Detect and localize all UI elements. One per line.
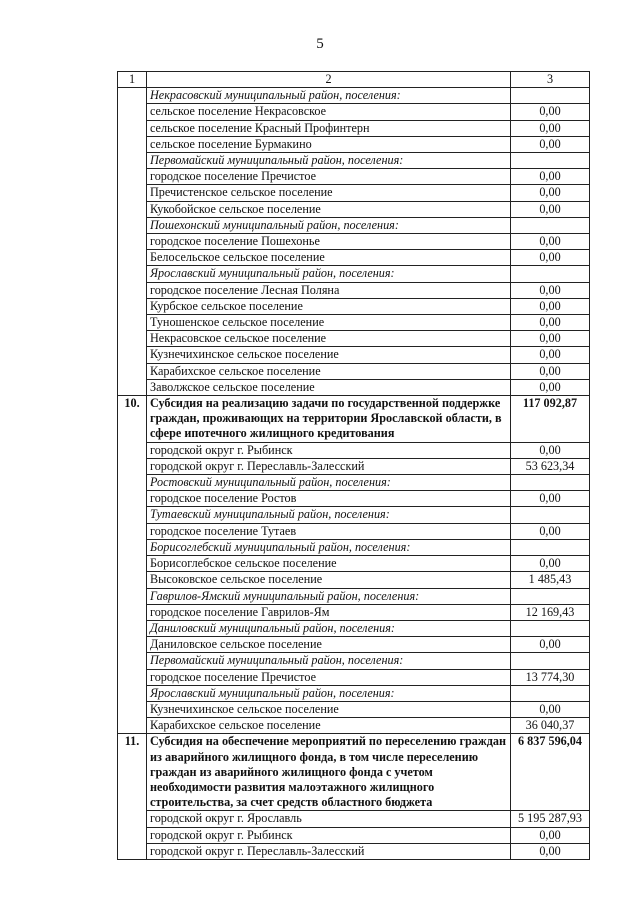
row-number [118,185,147,201]
section-total: 6 837 596,04 [511,734,590,811]
row-number [118,827,147,843]
table-row [118,637,590,653]
amount-value: 0,00 [511,104,590,120]
amount-value: 0,00 [511,843,590,859]
settlement-name: городской округ г. Рыбинск [147,442,511,458]
row-number [118,315,147,331]
table-row [118,669,590,685]
amount-value [511,153,590,169]
table-row [118,169,590,185]
table-row [118,827,590,843]
row-number [118,266,147,282]
row-number [118,169,147,185]
district-row [118,217,590,233]
table-row [118,718,590,734]
settlement-name: городской округ г. Рыбинск [147,827,511,843]
amount-value: 0,00 [511,347,590,363]
row-number [118,507,147,523]
amount-value: 0,00 [511,185,590,201]
district-name: Ярославский муниципальный район, поселения: [147,685,511,701]
amount-value [511,620,590,636]
table-row [118,572,590,588]
settlement-name: городское поселение Тутаев [147,523,511,539]
section-row [118,396,590,443]
header-col-3: 3 [511,72,590,88]
row-number [118,811,147,827]
row-number [118,669,147,685]
district-row [118,475,590,491]
settlement-name: Кузнечихинское сельское поселение [147,347,511,363]
settlement-name: городское поселение Ростов [147,491,511,507]
settlement-name: Борисоглебское сельское поселение [147,556,511,572]
row-number [118,379,147,395]
amount-value: 0,00 [511,379,590,395]
row-number: 10. [118,396,147,443]
district-row [118,88,590,104]
table-row [118,250,590,266]
settlement-name: городское поселение Пречистое [147,169,511,185]
settlement-name: городское поселение Пошехонье [147,234,511,250]
table-row [118,347,590,363]
settlement-name: Заволжское сельское поселение [147,379,511,395]
amount-value: 0,00 [511,250,590,266]
amount-value: 0,00 [511,491,590,507]
amount-value [511,685,590,701]
table-row [118,556,590,572]
amount-value: 0,00 [511,298,590,314]
table-row [118,331,590,347]
amount-value: 13 774,30 [511,669,590,685]
district-name: Первомайский муниципальный район, поселения: [147,653,511,669]
subsidy-table [117,71,590,860]
row-number [118,653,147,669]
amount-value: 36 040,37 [511,718,590,734]
row-number [118,442,147,458]
table-row [118,363,590,379]
row-number [118,104,147,120]
row-number [118,556,147,572]
table-row [118,201,590,217]
row-number [118,363,147,379]
settlement-name: городской округ г. Ярославль [147,811,511,827]
amount-value: 0,00 [511,637,590,653]
amount-value [511,653,590,669]
amount-value: 5 195 287,93 [511,811,590,827]
settlement-name: городской округ г. Переславль-Залесский [147,843,511,859]
district-row [118,539,590,555]
table-row [118,701,590,717]
district-row [118,266,590,282]
amount-value: 0,00 [511,136,590,152]
section-title: Субсидия на обеспечение мероприятий по переселению граждан из аварийного жилищного фонда, в том числе переселению граждан из аварийного жилищного фонда с учетом необходимости развития малоэтажного жилищного строительства, за счет средств областного бюджета [147,734,511,811]
settlement-name: городское поселение Пречистое [147,669,511,685]
district-row [118,153,590,169]
row-number [118,347,147,363]
row-number [118,153,147,169]
row-number [118,620,147,636]
row-number [118,604,147,620]
settlement-name: Некрасовское сельское поселение [147,331,511,347]
table-row [118,811,590,827]
section-row [118,734,590,811]
row-number [118,458,147,474]
row-number [118,217,147,233]
table-row [118,442,590,458]
header-col-1: 1 [118,72,147,88]
district-row [118,685,590,701]
amount-value: 0,00 [511,442,590,458]
settlement-name: городское поселение Лесная Поляна [147,282,511,298]
table-row [118,136,590,152]
table-body [118,72,590,860]
amount-value: 0,00 [511,523,590,539]
row-number [118,201,147,217]
row-number [118,491,147,507]
table-row [118,491,590,507]
row-number [118,843,147,859]
amount-value [511,266,590,282]
settlement-name: Даниловское сельское поселение [147,637,511,653]
row-number [118,637,147,653]
row-number [118,282,147,298]
row-number [118,234,147,250]
district-name: Первомайский муниципальный район, поселения: [147,153,511,169]
settlement-name: сельское поселение Некрасовское [147,104,511,120]
table-row [118,120,590,136]
settlement-name: городское поселение Гаврилов-Ям [147,604,511,620]
settlement-name: Высоковское сельское поселение [147,572,511,588]
amount-value: 0,00 [511,331,590,347]
district-name: Ярославский муниципальный район, поселения: [147,266,511,282]
settlement-name: сельское поселение Бурмакино [147,136,511,152]
amount-value: 0,00 [511,363,590,379]
header-col-2: 2 [147,72,511,88]
settlement-name: городской округ г. Переславль-Залесский [147,458,511,474]
row-number [118,701,147,717]
table-row [118,104,590,120]
section-total: 117 092,87 [511,396,590,443]
table-row [118,185,590,201]
settlement-name: Туношенское сельское поселение [147,315,511,331]
amount-value: 53 623,34 [511,458,590,474]
row-number [118,572,147,588]
row-number [118,588,147,604]
amount-value: 0,00 [511,120,590,136]
table-row [118,282,590,298]
district-name: Пошехонский муниципальный район, поселения: [147,217,511,233]
amount-value: 0,00 [511,827,590,843]
amount-value: 0,00 [511,169,590,185]
district-name: Некрасовский муниципальный район, поселения: [147,88,511,104]
row-number [118,298,147,314]
table-row [118,604,590,620]
row-number [118,718,147,734]
table-row [118,234,590,250]
amount-value [511,588,590,604]
table-header-row [118,72,590,88]
amount-value: 0,00 [511,701,590,717]
settlement-name: Карабихское сельское поселение [147,363,511,379]
amount-value: 0,00 [511,234,590,250]
row-number [118,523,147,539]
amount-value: 12 169,43 [511,604,590,620]
district-row [118,653,590,669]
district-name: Даниловский муниципальный район, поселения: [147,620,511,636]
settlement-name: Кукобойское сельское поселение [147,201,511,217]
settlement-name: Кузнечихинское сельское поселение [147,701,511,717]
district-name: Ростовский муниципальный район, поселения: [147,475,511,491]
settlement-name: Пречистенское сельское поселение [147,185,511,201]
settlement-name: Курбское сельское поселение [147,298,511,314]
amount-value [511,475,590,491]
amount-value: 0,00 [511,282,590,298]
row-number [118,120,147,136]
row-number [118,331,147,347]
district-name: Тутаевский муниципальный район, поселения: [147,507,511,523]
settlement-name: Белосельское сельское поселение [147,250,511,266]
amount-value [511,507,590,523]
district-row [118,588,590,604]
amount-value: 1 485,43 [511,572,590,588]
row-number [118,136,147,152]
district-name: Гаврилов-Ямский муниципальный район, поселения: [147,588,511,604]
table-row [118,458,590,474]
table-row [118,523,590,539]
row-number [118,539,147,555]
amount-value: 0,00 [511,201,590,217]
district-row [118,507,590,523]
table-row [118,843,590,859]
amount-value [511,539,590,555]
row-number [118,475,147,491]
amount-value [511,217,590,233]
row-number [118,250,147,266]
district-name: Борисоглебский муниципальный район, поселения: [147,539,511,555]
amount-value: 0,00 [511,315,590,331]
table-row [118,379,590,395]
section-title: Субсидия на реализацию задачи по государственной поддержке граждан, проживающих на территории Ярославской области, в сфере ипотечного жилищного кредитования [147,396,511,443]
row-number [118,88,147,104]
amount-value [511,88,590,104]
table-row [118,315,590,331]
settlement-name: сельское поселение Красный Профинтерн [147,120,511,136]
page-number: 5 [316,36,324,52]
row-number: 11. [118,734,147,811]
table-row [118,298,590,314]
amount-value: 0,00 [511,556,590,572]
row-number [118,685,147,701]
settlement-name: Карабихское сельское поселение [147,718,511,734]
district-row [118,620,590,636]
